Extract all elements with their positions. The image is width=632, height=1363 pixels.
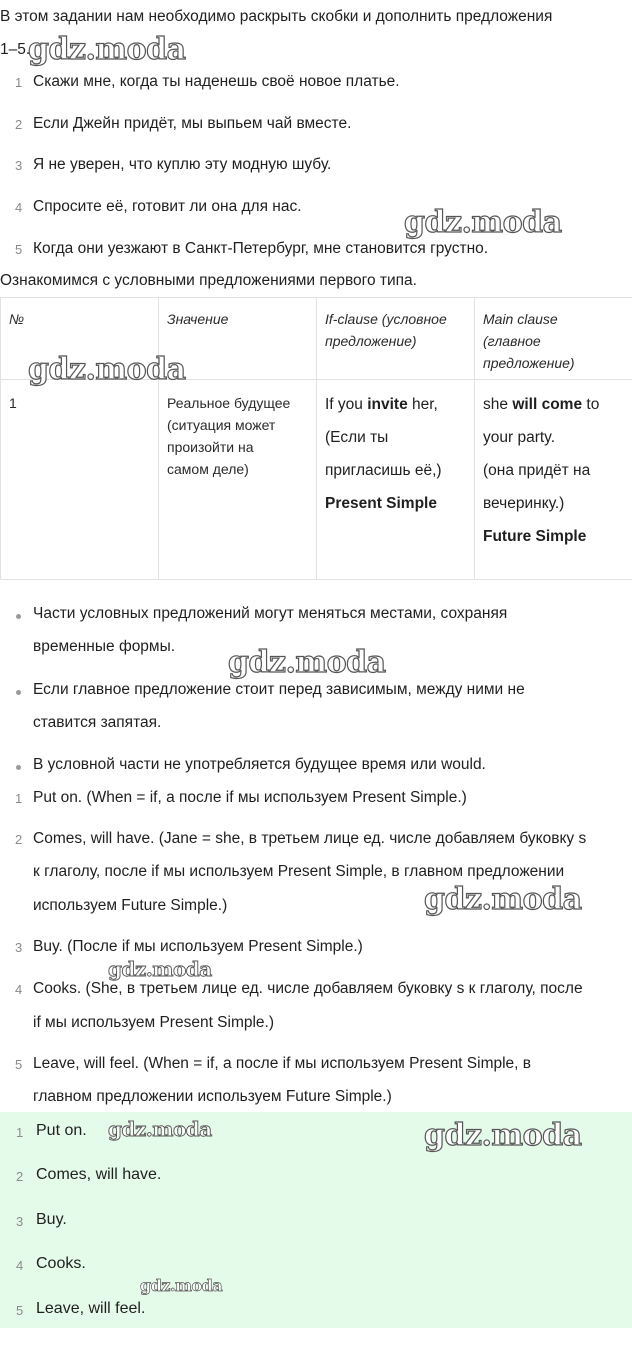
sentence-text: Я не уверен, что куплю эту модную шубу.	[33, 156, 332, 173]
answer-text: Comes, will have.	[36, 1166, 162, 1183]
explanation-line: к глаголу, после if мы используем Present Simple, в главном предложении	[33, 863, 565, 880]
explanation-line: Buy. (После if мы используем Present Simple.)	[33, 938, 363, 955]
rule-line: Части условных предложений могут меняться местами, сохраняя	[33, 605, 508, 622]
header-number-label: №	[9, 311, 25, 327]
if-text: her,	[407, 396, 438, 413]
watermark: gdz.moda	[108, 957, 212, 981]
answer-number: 5	[16, 1303, 24, 1318]
rule-line: В условной части не употребляется будущее время или would.	[33, 756, 486, 773]
sentence-number: 3	[15, 158, 23, 173]
main-example	[483, 394, 624, 448]
if-verb: invite	[367, 396, 408, 413]
main-tense	[483, 526, 624, 547]
cell-meaning	[159, 380, 317, 580]
watermark: gdz.moda	[140, 1276, 223, 1295]
sentence-number: 4	[15, 200, 23, 215]
main-translation-line: вечеринку.)	[483, 495, 565, 512]
explanation-line: Comes, will have. (Jane = she, в третьем лице ед. числе добавляем буковку s	[33, 830, 587, 847]
sentence-text: Если Джейн придёт, мы выпьем чай вместе.	[33, 115, 352, 132]
watermark: gdz.moda	[28, 32, 186, 67]
header-if-clause	[317, 298, 475, 380]
explanation-line: if мы используем Present Simple.)	[33, 1014, 275, 1031]
explanation-number: 4	[15, 982, 23, 997]
watermark: gdz.moda	[404, 205, 562, 240]
if-tense-label: Present Simple	[325, 495, 437, 512]
watermark: gdz.moda	[228, 645, 386, 680]
header-main-line: (главное	[483, 333, 541, 349]
explanation-line: Put on. (When = if, а после if мы используем Present Simple.)	[33, 789, 467, 806]
answer-text: Put on.	[36, 1122, 87, 1139]
main-text: to	[582, 396, 600, 413]
main-text: your party.	[483, 429, 556, 446]
if-text: If you	[325, 396, 368, 413]
bullet-dot	[16, 765, 21, 770]
sentence-text: Спросите её, готовит ли она для нас.	[33, 198, 302, 215]
if-translation	[325, 427, 466, 481]
bullet-dot	[16, 614, 21, 619]
explanation-line: используем Future Simple.)	[33, 897, 228, 914]
watermark: gdz.moda	[424, 882, 582, 917]
sentence-number: 2	[15, 117, 23, 132]
main-translation	[483, 460, 624, 514]
intro-line-1: В этом задании нам необходимо раскрыть скобки и дополнить предложения	[0, 8, 553, 25]
rule-line: Если главное предложение стоит перед зависимым, между ними не	[33, 681, 525, 698]
if-example	[325, 394, 466, 415]
table-intro: Ознакомимся с условными предложениями первого типа.	[0, 272, 417, 289]
intro-line-2: 1–5.	[0, 41, 31, 58]
answer-text: Buy.	[36, 1211, 67, 1228]
answer-number: 2	[16, 1169, 24, 1184]
header-main-clause	[475, 298, 632, 380]
explanation-number: 5	[15, 1057, 23, 1072]
sentence-text: Когда они уезжают в Санкт-Петербург, мне становится грустно.	[33, 240, 489, 257]
explanation-number: 3	[15, 940, 23, 955]
cell-main-clause	[475, 380, 632, 580]
header-if-line: If-clause (условное	[325, 311, 447, 327]
rule-line: временные формы.	[33, 638, 176, 655]
sentence-number: 5	[15, 242, 23, 257]
main-text: she	[483, 396, 513, 413]
if-tense	[325, 493, 466, 514]
watermark: gdz.moda	[28, 352, 186, 387]
explanation-line: Cooks. (She, в третьем лице ед. числе добавляем буковку s к глаголу, после	[33, 980, 583, 997]
answer-text: Cooks.	[36, 1255, 86, 1272]
conditional-table	[0, 297, 632, 580]
rule-line: ставится запятая.	[33, 714, 162, 731]
bullet-dot	[16, 690, 21, 695]
explanation-number: 1	[15, 791, 23, 806]
row-number: 1	[9, 395, 17, 411]
if-translation-line: пригласишь её,)	[325, 462, 442, 479]
sentence-number: 1	[15, 75, 23, 90]
meaning-line: произойти на	[167, 439, 254, 455]
meaning-line: Реальное будущее	[167, 395, 291, 411]
header-if-line: предложение)	[325, 333, 417, 349]
main-tense-label: Future Simple	[483, 528, 587, 545]
answer-number: 1	[16, 1125, 24, 1140]
sentence-text: Скажи мне, когда ты наденешь своё новое платье.	[33, 73, 400, 90]
header-main-line: предложение)	[483, 355, 575, 371]
answer-text: Leave, will feel.	[36, 1300, 146, 1317]
meaning-line: самом деле)	[167, 461, 249, 477]
explanation-number: 2	[15, 832, 23, 847]
header-main-line: Main clause	[483, 311, 558, 327]
main-verb: will come	[512, 396, 583, 413]
cell-if-clause	[317, 380, 475, 580]
explanation-line: главном предложении используем Future Simple.)	[33, 1088, 392, 1105]
main-translation-line: (она придёт на	[483, 462, 591, 479]
watermark: gdz.moda	[424, 1118, 582, 1153]
table-row	[1, 380, 632, 580]
answer-number: 3	[16, 1214, 24, 1229]
header-meaning-label: Значение	[167, 311, 229, 327]
explanation-line: Leave, will feel. (When = if, а после if мы используем Present Simple, в	[33, 1055, 532, 1072]
answer-number: 4	[16, 1258, 24, 1273]
meaning-line: (ситуация может	[167, 417, 276, 433]
watermark: gdz.moda	[108, 1117, 212, 1141]
if-translation-line: (Если ты	[325, 429, 389, 446]
cell-number	[1, 380, 159, 580]
